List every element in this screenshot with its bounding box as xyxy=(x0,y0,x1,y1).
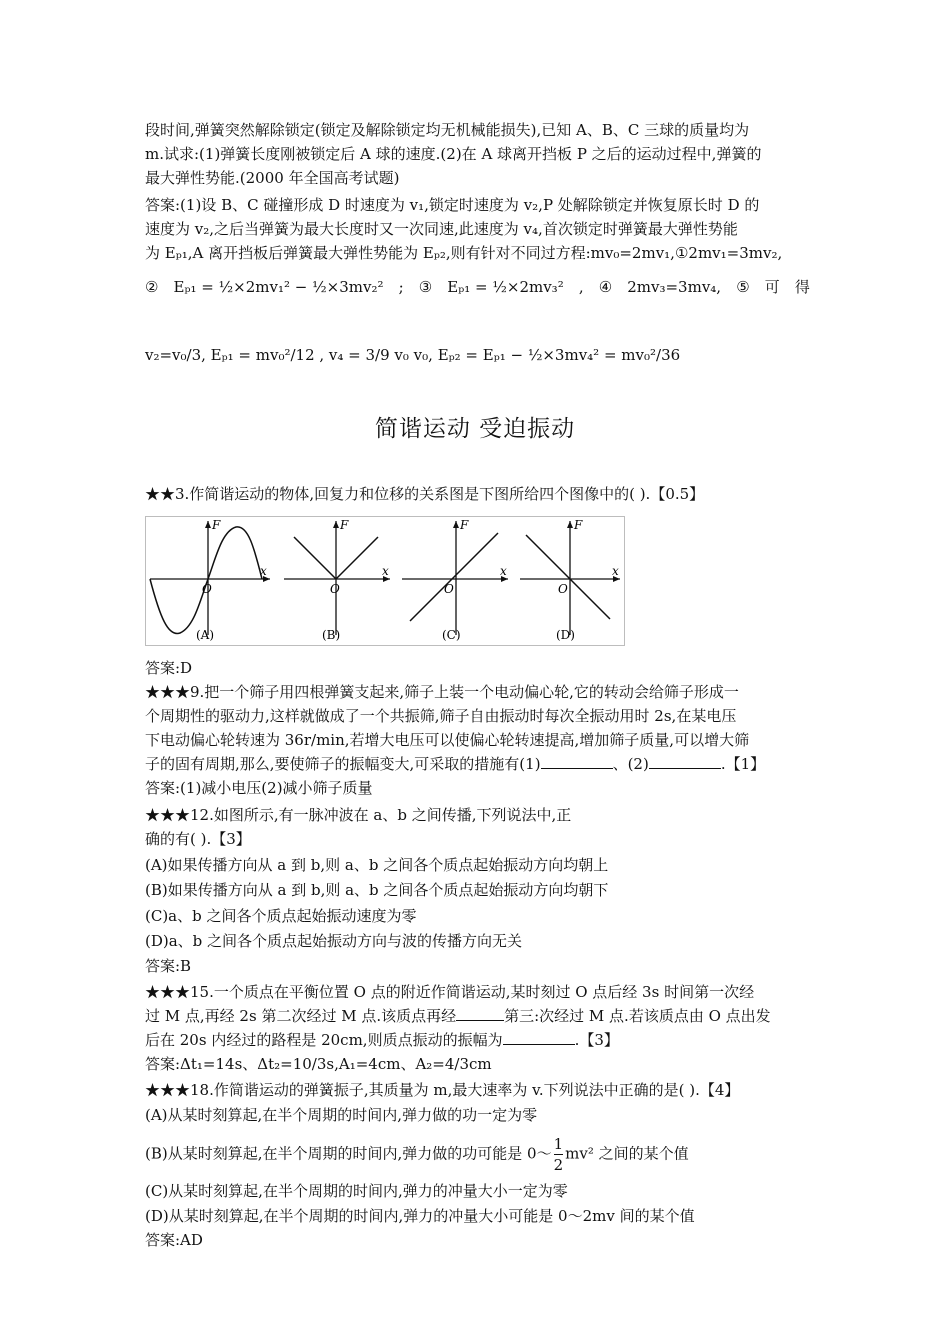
q3-text: ★★3.作简谐运动的物体,回复力和位移的关系图是下图所给四个图像中的( ).【0.5】 xyxy=(145,485,705,503)
eq-item: , xyxy=(578,278,584,296)
axis-f-label: F xyxy=(212,518,221,532)
blank-4 xyxy=(503,1030,575,1045)
q12-option-b: (B)如果传播方向从 a 到 b,则 a、b 之间各个质点起始振动方向均朝下 xyxy=(145,881,609,899)
q12-answer: 答案:B xyxy=(145,957,192,975)
graph-d xyxy=(520,518,620,642)
arrow-icon xyxy=(333,521,339,528)
eq-item: ② xyxy=(145,278,159,296)
eq-item: ⑤ xyxy=(736,278,750,296)
axis-f-label: F xyxy=(574,518,583,532)
q15-line2-start: 过 M 点,再经 2s 第二次经过 M 点.该质点再经 xyxy=(145,1007,457,1025)
blank-3 xyxy=(456,1006,504,1021)
axis-f-label: F xyxy=(340,518,349,532)
axis-x-label: x xyxy=(382,564,389,578)
q15-answer: 答案:Δt₁=14s、Δt₂=10/3s,A₁=4cm、A₂=4/3cm xyxy=(145,1055,492,1073)
answer1-line2: 速度为 v₂,之后当弹簧为最大长度时又一次同速,此速度为 v₄,首次锁定时弹簧最大弹性势能 xyxy=(145,220,738,238)
answer1-equation-row xyxy=(145,272,810,302)
eq-item: 2mv₃=3mv₄, xyxy=(627,278,722,296)
axis-x-label: x xyxy=(260,564,267,578)
fraction-denominator: 2 xyxy=(553,1156,564,1174)
section-title: 简谐运动 受迫振动 xyxy=(374,416,576,442)
q15-line3-end: .【3】 xyxy=(574,1031,619,1049)
q12-line2: 确的有( ).【3】 xyxy=(145,830,251,848)
q18-option-b-end: mv² 之间的某个值 xyxy=(565,1144,689,1163)
para1-line2: m.试求:(1)弹簧长度刚被锁定后 A 球的速度.(2)在 A 球离开挡板 P 之后的运动过程中,弹簧的 xyxy=(145,145,762,163)
positive-slope-line xyxy=(410,533,498,621)
q15-line3-start: 后在 20s 内经过的路程是 20cm,则质点振动的振幅为 xyxy=(145,1031,503,1049)
origin-label: O xyxy=(444,582,454,596)
fraction-half xyxy=(554,1134,564,1175)
eq-item: 可 xyxy=(764,278,780,296)
q12-line1: ★★★12.如图所示,有一脉冲波在 a、b 之间传播,下列说法中,正 xyxy=(145,806,572,824)
q18-option-c: (C)从某时刻算起,在半个周期的时间内,弹力的冲量大小一定为零 xyxy=(145,1182,568,1200)
q18-option-a: (A)从某时刻算起,在半个周期的时间内,弹力做的功一定为零 xyxy=(145,1106,538,1124)
q18-option-b xyxy=(145,1134,810,1175)
blank-1 xyxy=(541,754,613,769)
graph-label-b: (B) xyxy=(322,628,341,642)
q15-line3 xyxy=(145,1028,810,1052)
q12-option-c: (C)a、b 之间各个质点起始振动速度为零 xyxy=(145,907,417,925)
eq-item: ④ xyxy=(598,278,613,296)
fraction-numerator: 1 xyxy=(553,1135,564,1153)
origin-label: O xyxy=(202,582,212,596)
axis-f-label: F xyxy=(460,518,469,532)
q9-line3: 下电动偏心轮转速为 36r/min,若增大电压可以使偏心轮转速提高,增加筛子质量,可以增大筛 xyxy=(145,731,750,749)
para1-line3: 最大弹性势能.(2000 年全国高考试题) xyxy=(145,169,400,187)
q18-line1: ★★★18.作简谐运动的弹簧振子,其质量为 m,最大速率为 v.下列说法中正确的是( ).【4】 xyxy=(145,1081,740,1099)
negative-slope-line xyxy=(526,535,610,619)
q3-graphs xyxy=(146,517,624,645)
q18-answer: 答案:AD xyxy=(145,1231,203,1249)
q9-line4-mid: 、(2) xyxy=(612,755,649,773)
graph-label-a: (A) xyxy=(196,628,215,642)
arrow-icon xyxy=(567,521,573,528)
q3-figure xyxy=(145,516,625,646)
q18-option-d: (D)从某时刻算起,在半个周期的时间内,弹力的冲量大小可能是 0～2mv 间的某个值 xyxy=(145,1207,695,1225)
q9-line4 xyxy=(145,752,810,776)
q9-line2: 个周期性的驱动力,这样就做成了一个共振筛,筛子自由振动时每次全振动用时 2s,在某电压 xyxy=(145,707,737,725)
para1-line1: 段时间,弹簧突然解除锁定(锁定及解除锁定均无机械能损失),已知 A、B、C 三球的质量均为 xyxy=(145,121,750,139)
q9-line1: ★★★9.把一个筛子用四根弹簧支起来,筛子上装一个电动偏心轮,它的转动会给筛子形成一 xyxy=(145,683,739,701)
q15-line2-end: 第三:次经过 M 点.若该质点由 O 点出发 xyxy=(504,1007,771,1025)
arrow-icon xyxy=(205,521,211,528)
axis-x-label: x xyxy=(500,564,507,578)
graph-b xyxy=(284,518,390,642)
axis-x-label: x xyxy=(612,564,619,578)
eq-item: Eₚ₁ = ½×2mv₃² xyxy=(447,278,564,296)
eq-item: Eₚ₁ = ½×2mv₁² − ½×3mv₂² xyxy=(173,278,384,296)
answer1-result: v₂=v₀/3, Eₚ₁ = mv₀²/12 , v₄ = 3/9 v₀ v₀, Eₚ₂ = Eₚ₁ − ½×3mv₄² = mv₀²/36 xyxy=(145,346,681,364)
q9-line4-end: .【1】 xyxy=(720,755,766,773)
graph-a xyxy=(150,518,270,642)
q18-option-b-start: (B)从某时刻算起,在半个周期的时间内,弹力做的功可能是 0～ xyxy=(145,1144,552,1163)
origin-label: O xyxy=(330,582,340,596)
blank-2 xyxy=(649,754,721,769)
arrow-icon xyxy=(453,521,459,528)
graph-c xyxy=(402,518,508,642)
q9-answer: 答案:(1)减小电压(2)减小筛子质量 xyxy=(145,779,373,797)
q9-line4-start: 子的固有周期,那么,要使筛子的振幅变大,可采取的措施有(1) xyxy=(145,755,541,773)
q3-answer: 答案:D xyxy=(145,659,193,677)
graph-label-d: (D) xyxy=(556,628,575,642)
graph-label-c: (C) xyxy=(442,628,461,642)
q15-line1: ★★★15.一个质点在平衡位置 O 点的附近作简谐运动,某时刻过 O 点后经 3s 时间第一次经 xyxy=(145,983,755,1001)
q12-option-a: (A)如果传播方向从 a 到 b,则 a、b 之间各个质点起始振动方向均朝上 xyxy=(145,856,609,874)
eq-item: ③ xyxy=(418,278,433,296)
answer1-line3: 为 Eₚ₁,A 离开挡板后弹簧最大弹性势能为 Eₚ₂,则有针对不同过方程:mv₀=2mv₁,①2mv₁=3mv₂, xyxy=(145,244,783,262)
eq-item: 得 xyxy=(794,278,810,296)
eq-item: ; xyxy=(398,278,404,296)
q12-option-d: (D)a、b 之间各个质点起始振动方向与波的传播方向无关 xyxy=(145,932,523,950)
answer1-line1: 答案:(1)设 B、C 碰撞形成 D 时速度为 v₁,锁定时速度为 v₂,P 处解除锁定并恢复原长时 D 的 xyxy=(145,196,760,214)
sine-curve xyxy=(150,527,262,634)
q15-line2 xyxy=(145,1004,810,1028)
origin-label: O xyxy=(558,582,568,596)
